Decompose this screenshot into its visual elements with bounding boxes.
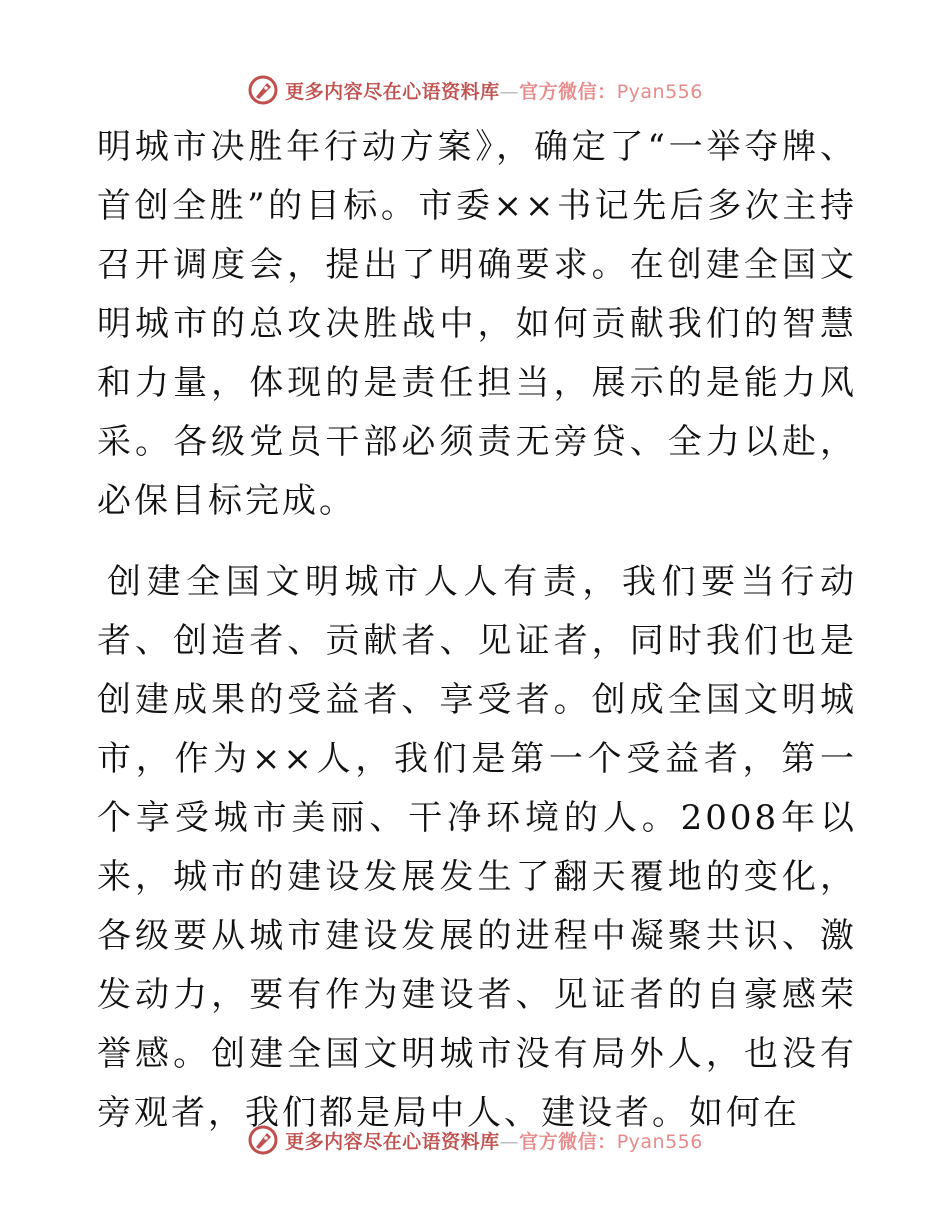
watermark-brand: 更多内容尽在心语资料库 <box>285 1130 500 1153</box>
watermark-wechat-id: Pyan556 <box>616 1130 703 1153</box>
watermark-wechat-label: 官方微信： <box>519 1130 617 1153</box>
watermark-wechat-id: Pyan556 <box>616 80 703 103</box>
header-watermark <box>0 70 950 110</box>
paragraph-2: 创建全国文明城市人人有责，我们要当行动者、创造者、贡献者、见证者，同时我们也是创建成果的受益者、享受者。创成全国文明城市，作为××人，我们是第一个受益者，第一个享受城市美丽、干净环境的人。2008年以来，城市的建设发展发生了翻天覆地的变化，各级要从城市建设发展的进程中凝聚共识、激发动力，要有作为建设者、见证者的自豪感荣誉感。创建全国文明城市没有局外人，也没有旁观者，我们都是局中人、建设者。如何在 <box>97 562 857 1133</box>
document-body <box>97 118 857 1143</box>
footer-watermark <box>0 1120 950 1160</box>
pen-nib-circle-icon <box>247 74 279 106</box>
watermark-text <box>285 77 703 104</box>
watermark-dash: — <box>499 80 520 103</box>
watermark-text <box>285 1127 703 1154</box>
watermark-brand: 更多内容尽在心语资料库 <box>285 80 500 103</box>
watermark-wechat-label: 官方微信： <box>519 80 617 103</box>
watermark-dash: — <box>499 1130 520 1153</box>
paragraph-1: 明城市决胜年行动方案》，确定了“一举夺牌、首创全胜”的目标。市委××书记先后多次主持召开调度会，提出了明确要求。在创建全国文明城市的总攻决胜战中，如何贡献我们的智慧和力量，体现的是责任担当，展示的是能力风采。各级党员干部必须责无旁贷、全力以赴，必保目标完成。 <box>97 127 857 521</box>
pen-nib-circle-icon <box>247 1124 279 1156</box>
